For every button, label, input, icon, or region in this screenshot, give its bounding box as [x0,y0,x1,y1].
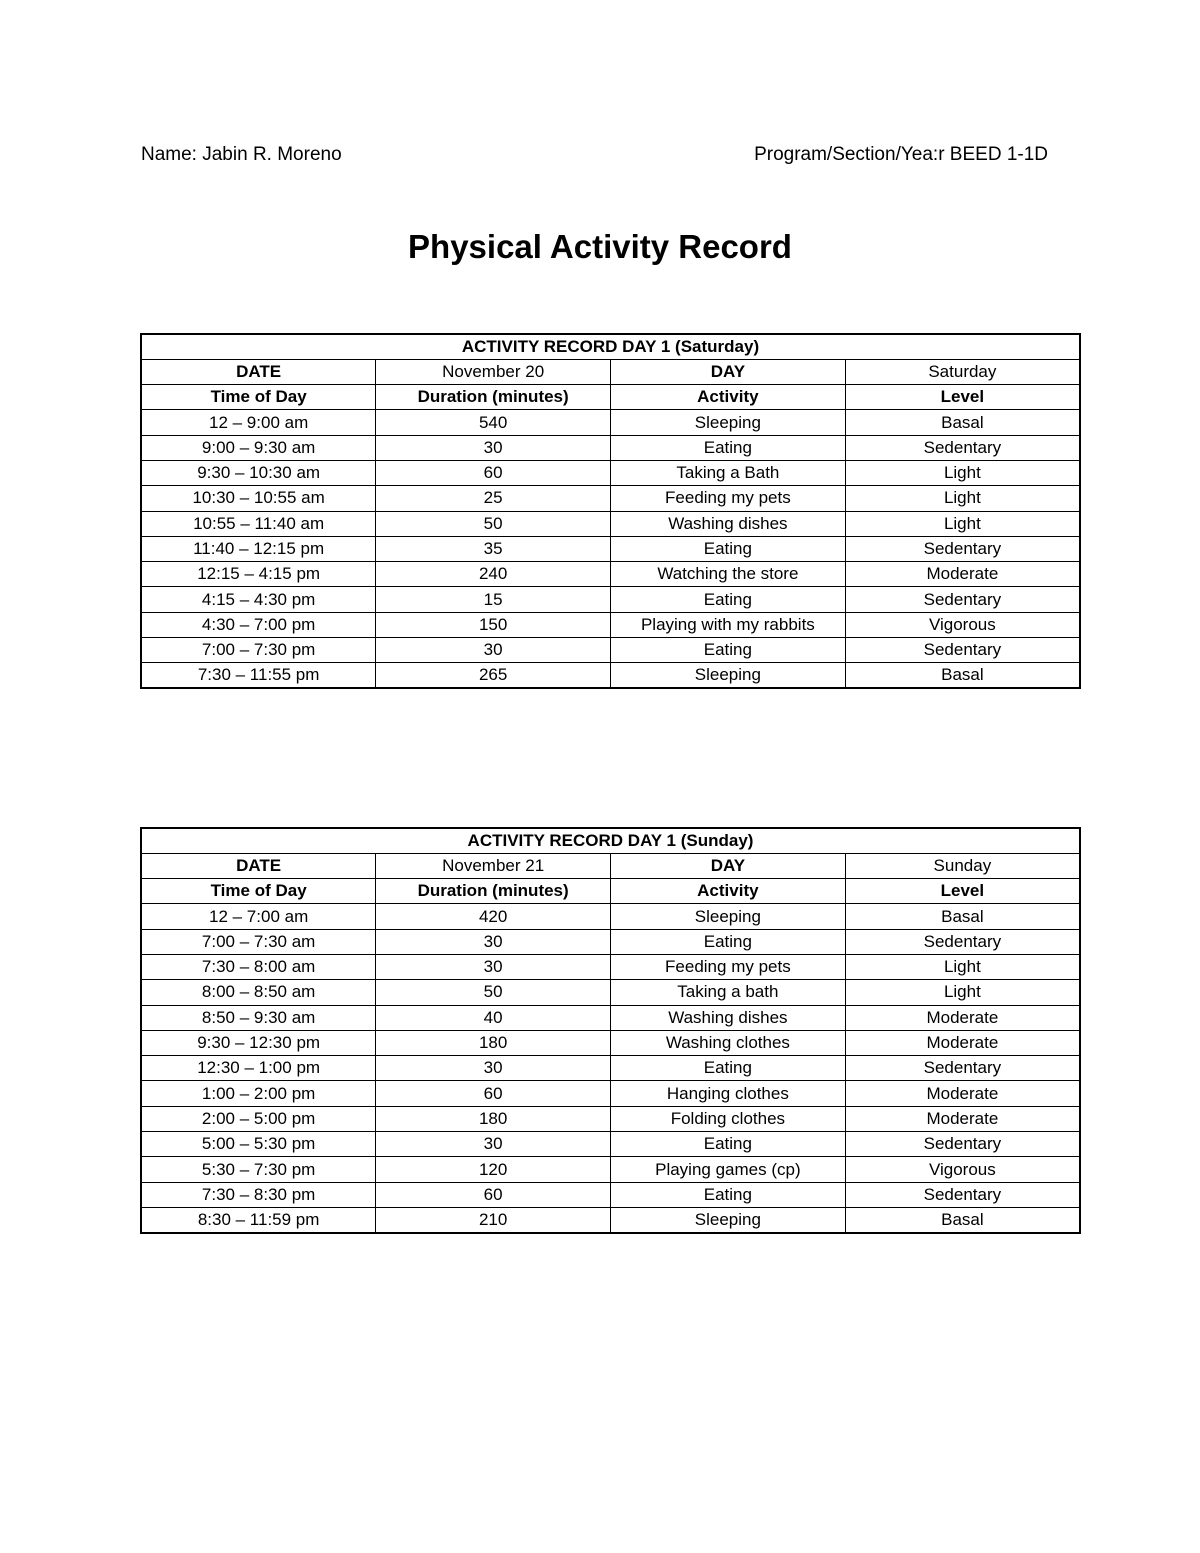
activity-cell: Folding clothes [611,1106,846,1131]
level-cell: Basal [845,410,1080,435]
activity-cell: Sleeping [611,410,846,435]
table-row [141,1081,1080,1106]
activity-cell: Eating [611,1182,846,1207]
level-cell: Sedentary [845,536,1080,561]
level-cell: Moderate [845,1081,1080,1106]
level-cell: Light [845,980,1080,1005]
activity-cell: Playing with my rabbits [611,612,846,637]
level-cell: Sedentary [845,929,1080,954]
duration-cell: 40 [376,1005,611,1030]
level-cell: Light [845,460,1080,485]
table-row [141,1157,1080,1182]
duration-cell: 240 [376,562,611,587]
activity-cell: Eating [611,1056,846,1081]
duration-cell: 60 [376,460,611,485]
activity-cell: Washing dishes [611,511,846,536]
activity-cell: Eating [611,435,846,460]
duration-cell: 30 [376,954,611,979]
activity-cell: Feeding my pets [611,954,846,979]
column-header-activity: Activity [611,879,846,904]
time-of-day-cell: 5:30 – 7:30 pm [141,1157,376,1182]
time-of-day-cell: 12 – 9:00 am [141,410,376,435]
column-header-level: Level [845,879,1080,904]
activity-cell: Eating [611,1132,846,1157]
level-cell: Sedentary [845,587,1080,612]
duration-cell: 420 [376,904,611,929]
time-of-day-cell: 7:00 – 7:30 pm [141,638,376,663]
time-of-day-cell: 4:15 – 4:30 pm [141,587,376,612]
level-cell: Moderate [845,1030,1080,1055]
page-title: Physical Activity Record [408,228,792,265]
duration-cell: 30 [376,638,611,663]
activity-cell: Eating [611,587,846,612]
column-header-duration: Duration (minutes) [376,879,611,904]
table-caption: ACTIVITY RECORD DAY 1 (Sunday) [141,828,1080,853]
table-caption: ACTIVITY RECORD DAY 1 (Saturday) [141,334,1080,359]
activity-cell: Taking a Bath [611,460,846,485]
program-section-year: Program/Section/Yea:r BEED 1-1D [754,144,1048,165]
day-label: DAY [611,853,846,878]
time-of-day-cell: 11:40 – 12:15 pm [141,536,376,561]
date-label: DATE [141,359,376,384]
table-row [141,980,1080,1005]
time-of-day-cell: 7:00 – 7:30 am [141,929,376,954]
level-cell: Moderate [845,1005,1080,1030]
table-row [141,1056,1080,1081]
duration-cell: 50 [376,980,611,1005]
table-row [141,1207,1080,1232]
activity-cell: Watching the store [611,562,846,587]
time-of-day-cell: 5:00 – 5:30 pm [141,1132,376,1157]
duration-cell: 15 [376,587,611,612]
table-row [141,486,1080,511]
table-row [141,1030,1080,1055]
time-of-day-cell: 7:30 – 8:00 am [141,954,376,979]
activity-cell: Washing dishes [611,1005,846,1030]
level-cell: Basal [845,663,1080,688]
activity-cell: Sleeping [611,1207,846,1232]
table-row [141,460,1080,485]
time-of-day-cell: 2:00 – 5:00 pm [141,1106,376,1131]
time-of-day-cell: 10:55 – 11:40 am [141,511,376,536]
duration-cell: 60 [376,1081,611,1106]
time-of-day-cell: 7:30 – 11:55 pm [141,663,376,688]
table-row [141,638,1080,663]
table-row [141,435,1080,460]
level-cell: Moderate [845,1106,1080,1131]
duration-cell: 35 [376,536,611,561]
table-row [141,612,1080,637]
activity-cell: Taking a bath [611,980,846,1005]
time-of-day-cell: 8:50 – 9:30 am [141,1005,376,1030]
table-row [141,1132,1080,1157]
time-of-day-cell: 10:30 – 10:55 am [141,486,376,511]
duration-cell: 60 [376,1182,611,1207]
student-name: Name: Jabin R. Moreno [141,144,342,165]
duration-cell: 265 [376,663,611,688]
activity-cell: Playing games (cp) [611,1157,846,1182]
date-label: DATE [141,853,376,878]
column-header-time: Time of Day [141,879,376,904]
activity-cell: Eating [611,929,846,954]
table-row [141,511,1080,536]
duration-cell: 150 [376,612,611,637]
level-cell: Light [845,954,1080,979]
table-row [141,587,1080,612]
column-header-activity: Activity [611,385,846,410]
date-value: November 21 [376,853,611,878]
activity-cell: Sleeping [611,904,846,929]
duration-cell: 180 [376,1030,611,1055]
column-header-level: Level [845,385,1080,410]
level-cell: Basal [845,904,1080,929]
activity-cell: Feeding my pets [611,486,846,511]
duration-cell: 120 [376,1157,611,1182]
level-cell: Sedentary [845,435,1080,460]
activity-table-saturday [140,333,1081,689]
time-of-day-cell: 12:15 – 4:15 pm [141,562,376,587]
time-of-day-cell: 4:30 – 7:00 pm [141,612,376,637]
day-label: DAY [611,359,846,384]
time-of-day-cell: 12:30 – 1:00 pm [141,1056,376,1081]
activity-cell: Eating [611,536,846,561]
activity-cell: Sleeping [611,663,846,688]
time-of-day-cell: 8:30 – 11:59 pm [141,1207,376,1232]
level-cell: Sedentary [845,1056,1080,1081]
duration-cell: 210 [376,1207,611,1232]
level-cell: Light [845,486,1080,511]
level-cell: Vigorous [845,1157,1080,1182]
date-value: November 20 [376,359,611,384]
table-row [141,410,1080,435]
activity-cell: Hanging clothes [611,1081,846,1106]
time-of-day-cell: 12 – 7:00 am [141,904,376,929]
activity-table-sunday [140,827,1081,1234]
table-row [141,929,1080,954]
level-cell: Sedentary [845,1132,1080,1157]
day-value: Sunday [845,853,1080,878]
duration-cell: 30 [376,435,611,460]
level-cell: Sedentary [845,1182,1080,1207]
duration-cell: 30 [376,1056,611,1081]
duration-cell: 30 [376,1132,611,1157]
table-row [141,1005,1080,1030]
level-cell: Basal [845,1207,1080,1232]
duration-cell: 25 [376,486,611,511]
table-row [141,536,1080,561]
table-row [141,954,1080,979]
table-row [141,904,1080,929]
duration-cell: 540 [376,410,611,435]
time-of-day-cell: 7:30 – 8:30 pm [141,1182,376,1207]
time-of-day-cell: 9:30 – 12:30 pm [141,1030,376,1055]
level-cell: Sedentary [845,638,1080,663]
table-row [141,663,1080,688]
table-row [141,1182,1080,1207]
level-cell: Light [845,511,1080,536]
table-row [141,562,1080,587]
table-row [141,1106,1080,1131]
duration-cell: 50 [376,511,611,536]
activity-cell: Eating [611,638,846,663]
time-of-day-cell: 1:00 – 2:00 pm [141,1081,376,1106]
activity-cell: Washing clothes [611,1030,846,1055]
time-of-day-cell: 9:30 – 10:30 am [141,460,376,485]
column-header-time: Time of Day [141,385,376,410]
duration-cell: 180 [376,1106,611,1131]
duration-cell: 30 [376,929,611,954]
level-cell: Moderate [845,562,1080,587]
day-value: Saturday [845,359,1080,384]
time-of-day-cell: 9:00 – 9:30 am [141,435,376,460]
time-of-day-cell: 8:00 – 8:50 am [141,980,376,1005]
level-cell: Vigorous [845,612,1080,637]
column-header-duration: Duration (minutes) [376,385,611,410]
